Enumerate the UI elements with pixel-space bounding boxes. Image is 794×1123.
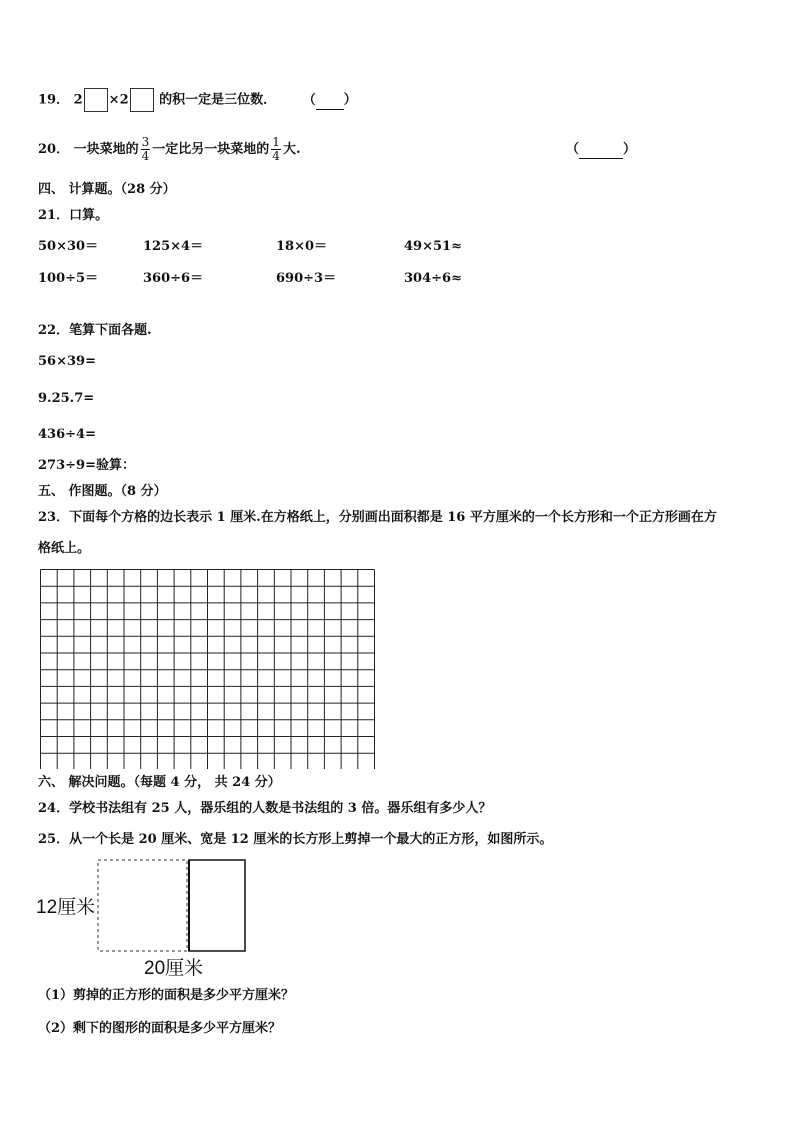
question-20-answer	[566, 142, 636, 159]
calc-item: 690÷3＝	[276, 271, 337, 286]
height-label: 12厘米	[36, 897, 96, 918]
fraction-numerator: 3	[141, 135, 150, 149]
paren-close: ）	[343, 92, 357, 108]
fraction-denominator: 4	[141, 149, 150, 163]
written-calc-item: 9.25.7=	[38, 391, 95, 406]
section-6-title: 六、 解决问题。（每题 4 分， 共 24 分）	[38, 775, 281, 790]
width-label: 20厘米	[144, 958, 204, 979]
question-25-sub1: （1）剪掉的正方形的面积是多少平方厘米？	[38, 988, 295, 1003]
square-grid-paper[interactable]	[40, 569, 377, 769]
written-calc-item: 273÷9=验算：	[38, 458, 135, 473]
answer-box[interactable]	[130, 88, 154, 112]
question-25: 25．从一个长是 20 厘米、宽是 12 厘米的长方形上剪掉一个最大的正方形，如图所示。	[38, 832, 553, 847]
section-4-title: 四、 计算题。（28 分）	[38, 182, 176, 197]
calc-item: 304÷6≈	[404, 271, 462, 286]
answer-blank[interactable]	[579, 142, 623, 159]
question-23-line2: 格纸上。	[38, 541, 91, 556]
section-5-title: 五、 作图题。（8 分）	[38, 484, 167, 499]
question-text: 大.	[282, 142, 301, 157]
calc-item: 100÷5＝	[38, 271, 99, 286]
question-21-title: 21．口算。	[38, 208, 109, 223]
written-calc-item: 436÷4=	[38, 427, 96, 442]
question-25-sub2: （2）剩下的图形的面积是多少平方厘米？	[38, 1021, 282, 1036]
question-number: 20．	[38, 142, 70, 157]
answer-box[interactable]	[84, 88, 108, 112]
paren-close: ）	[623, 142, 637, 157]
question-text: 的积一定是三位数．	[159, 92, 277, 108]
question-19	[38, 88, 357, 112]
question-text: 一块菜地的	[73, 142, 139, 157]
answer-blank[interactable]	[316, 93, 344, 110]
digit: 2	[73, 92, 83, 108]
remaining-rectangle	[189, 860, 245, 951]
question-23-line1: 23．下面每个方格的边长表示 1 厘米.在方格纸上，分别画出面积都是 16 平方厘米的一个长方形和一个正方形画在方	[38, 510, 717, 525]
paren-open: （	[566, 142, 580, 157]
cut-square-dashed	[98, 860, 187, 951]
calc-item: 360÷6＝	[143, 271, 204, 286]
paren-open: （	[302, 92, 316, 108]
written-calc-item: 56×39=	[38, 354, 96, 369]
question-text: 一定比另一块菜地的	[152, 142, 270, 157]
calc-item: 125×4＝	[143, 239, 204, 254]
rectangle-diagram	[30, 856, 260, 981]
fraction	[271, 136, 281, 163]
question-number: 19．	[38, 92, 70, 108]
fraction-numerator: 1	[272, 135, 280, 149]
question-22-title: 22．笔算下面各题.	[38, 323, 152, 338]
calc-item: 18×0＝	[276, 239, 328, 254]
calc-item: 49×51≈	[404, 239, 462, 254]
question-24: 24．学校书法组有 25 人，器乐组的人数是书法组的 3 倍。器乐组有多少人？	[38, 801, 492, 816]
fraction	[141, 136, 151, 163]
calc-item: 50×30＝	[38, 239, 99, 254]
question-20	[38, 130, 300, 170]
fraction-denominator: 4	[272, 149, 280, 163]
operator: ×2	[108, 92, 129, 108]
